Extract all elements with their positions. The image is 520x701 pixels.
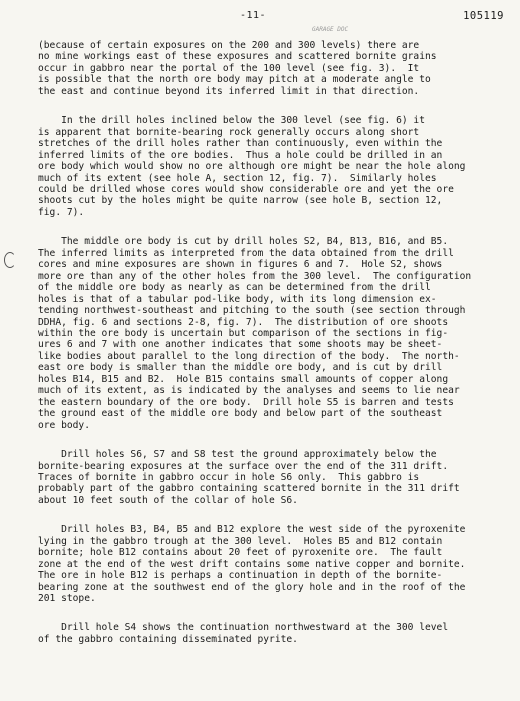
document-id: 105119 [463,10,504,22]
text-line: Traces of bornite in gabbro occur in hole S6 only. This gabbro is [38,471,420,483]
text-line: like bodies about parallel to the long direction of the body. The north- [38,350,460,362]
text-line: occur in gabbro near the portal of the 100 level (see fig. 3). It [38,62,420,74]
text-line: ore body which would show no ore although ore might be near the hole along [38,161,466,173]
text-line: (because of certain exposures on the 200 and 300 levels) there are [38,40,420,51]
text-line: east ore body is smaller than the middle ore body, and is cut by drill [38,362,443,374]
text-line: the ground east of the middle ore body and below part of the southeast [38,408,443,420]
text-line: Drill holes S6, S7 and S8 test the ground approximately below the [38,449,437,461]
paragraph-drill-holes-b3-b12 [38,524,512,604]
text-line: could be drilled whose cores would show considerable ore and yet the ore [38,183,454,195]
text-line: fig. 7). [38,206,85,218]
page-number: -11- [240,10,267,21]
text-line: DDHA, fig. 6 and sections 2-8, fig. 7). The distribution of ore shoots [38,316,449,328]
text-line: 201 stope. [38,593,96,605]
text-line: bornite; hole B12 contains about 20 feet of pyroxenite ore. The fault [38,547,443,559]
text-line: Drill holes B3, B4, B5 and B12 explore the west side of the pyroxenite [38,524,466,536]
binder-hole-mark [4,252,16,268]
text-line: the east and continue beyond its inferred limit in that direction. [38,85,420,97]
text-line: no mine workings east of these exposures and scattered bornite grains [38,51,437,63]
text-line: is apparent that bornite-bearing rock generally occurs along short [38,126,420,138]
text-line: zone at the end of the west drift contains some native copper and bornite. [38,558,466,570]
text-line: cores and mine exposures are shown in figures 6 and 7. Hole S2, shows [38,259,443,271]
text-line: inferred limits of the ore bodies. Thus a hole could be drilled in an [38,149,443,161]
text-line: ures 6 and 7 with one another indicates that some shoots may be sheet- [38,339,443,351]
paragraph-drill-holes-300-level [38,115,512,218]
text-line: stretches of the drill holes rather than continuously, even within the [38,138,443,150]
text-line: is possible that the north ore body may pitch at a moderate angle to [38,74,431,86]
text-line: probably part of the gabbro containing scattered bornite in the 311 drift [38,483,460,495]
text-line: more ore than any of the other holes from the 300 level. The configuration [38,270,472,282]
text-line: bearing zone at the southwest end of the glory hole and in the roof of the [38,581,466,593]
text-line: the eastern boundary of the ore body. Drill hole S5 is barren and tests [38,396,454,408]
text-line: lying in the gabbro trough at the 300 level. Holes B5 and B12 contain [38,535,443,547]
text-line: shoots cut by the holes might be quite narrow (see hole B, section 12, [38,195,443,207]
text-line: of the middle ore body as nearly as can be determined from the drill [38,282,431,294]
faint-stamp: GARAGE DOC [312,26,349,33]
text-line: Drill hole S4 shows the continuation northwestward at the 300 level [38,622,449,634]
paragraph-middle-ore-body [38,236,512,431]
text-line: within the ore body is uncertain but comparison of the sections in fig- [38,327,449,339]
text-line: ore body. [38,419,90,431]
text-line: much of its extent, as is indicated by the analyses and seems to lie near [38,385,460,397]
text-line: of the gabbro containing disseminated pyrite. [38,633,298,645]
text-line: The inferred limits as interpreted from the data obtained from the drill [38,247,454,259]
text-line: bornite-bearing exposures at the surface over the end of the 311 drift. [38,460,449,472]
text-line: The middle ore body is cut by drill holes S2, B4, B13, B16, and B5. [38,236,449,248]
text-line: holes B14, B15 and B2. Hole B15 contains small amounts of copper along [38,373,449,385]
body-text [38,40,512,645]
text-line: much of its extent (see hole A, section 12, fig. 7). Similarly holes [38,172,437,184]
paragraph-north-ore-body [38,40,512,97]
paragraph-drill-hole-s4 [38,622,512,645]
paragraph-drill-holes-s6-s7-s8 [38,449,512,506]
text-line: In the drill holes inclined below the 300 level (see fig. 6) it [38,115,425,127]
text-line: tending northwest-southeast and pitching to the south (see section through [38,305,466,317]
text-line: holes is that of a tabular pod-like body, with its long dimension ex- [38,293,437,305]
text-line: about 10 feet south of the collar of hole S6. [38,494,298,506]
text-line: The ore in hole B12 is perhaps a continuation in depth of the bornite- [38,570,443,582]
